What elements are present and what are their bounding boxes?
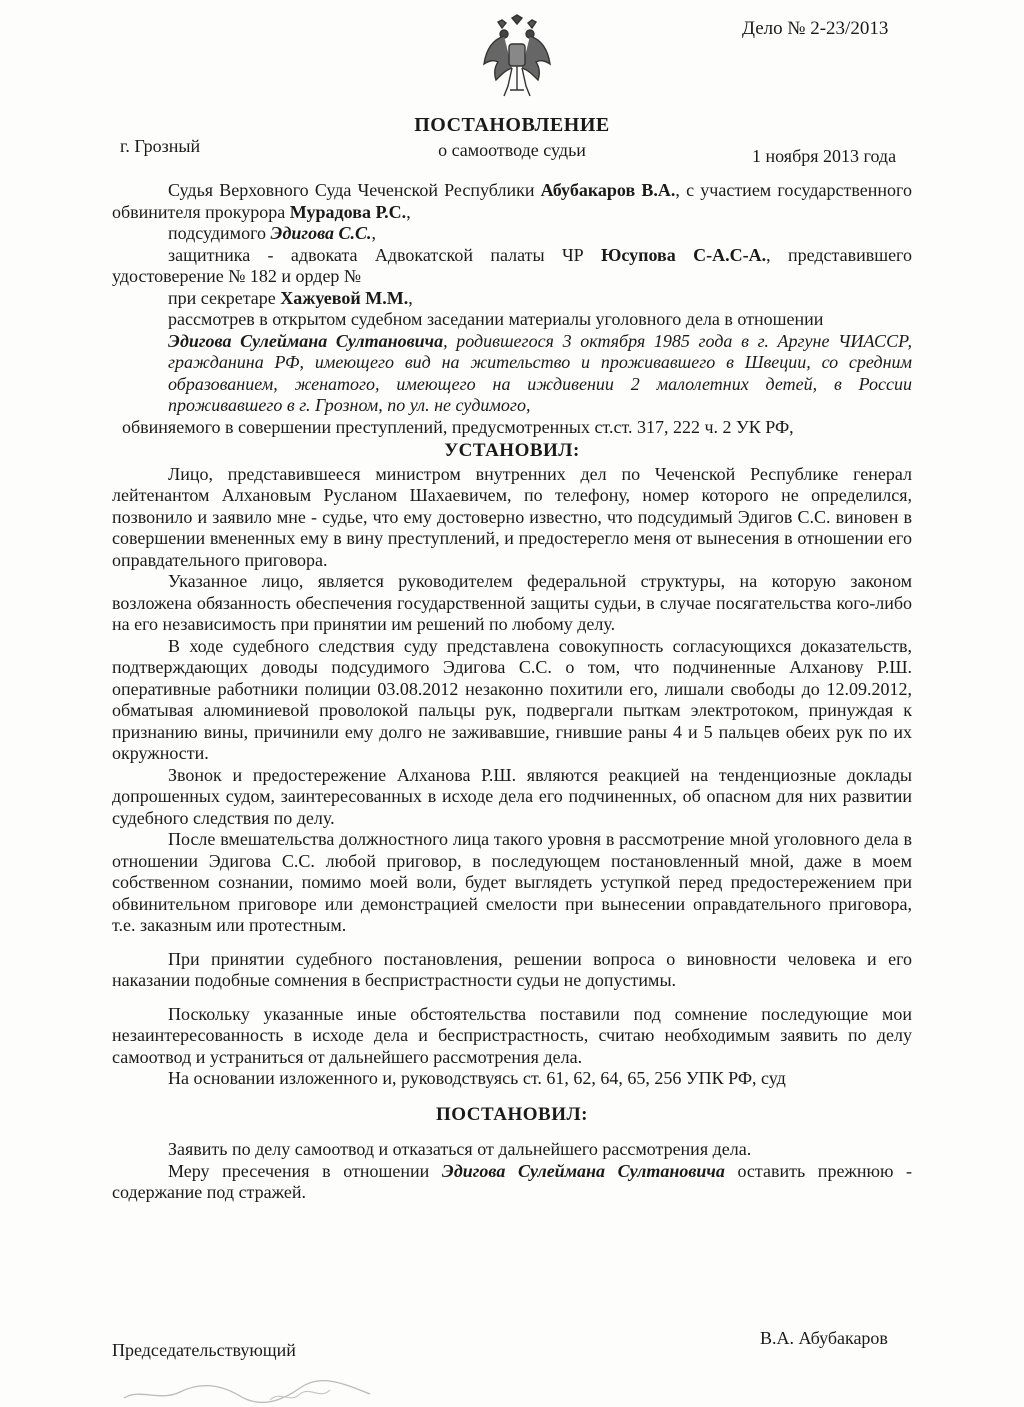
handwritten-mark-icon	[120, 1378, 380, 1406]
lawyer-name: Юсупова С-А.С-А.	[601, 244, 767, 265]
text: Судья Верховного Суда Чеченской Республики	[168, 180, 541, 200]
established-paragraph: Лицо, представившееся министром внутренних дел по Чеченской Республике генерал лейтенантом Алхановым Русланом Шахаевичем, по телефону, номер которого не определился, позвонило и заявило мне - судье, что ему достоверно известно, что подсудимый Эдигов С.С. виновен в совершении вмененных ему в вину преступлений, и предостерегло меня от вынесения в отношении его оправдательного приговора.	[112, 463, 912, 570]
text: ,	[371, 223, 377, 243]
charges-line: обвиняемого в совершении преступлений, предусмотренных ст.ст. 317, 222 ч. 2 УК РФ,	[122, 416, 794, 437]
text: , представившего удостоверение № 182 и ордер №	[112, 244, 912, 286]
text: оставить прежнюю - содержание под стражей.	[112, 1160, 912, 1202]
document-body	[112, 180, 912, 1204]
signer-name: В.А. Абубакаров	[760, 1328, 888, 1348]
city: г. Грозный	[120, 136, 201, 156]
text: , родившегося 3 октября 1985 года в г. Аргуне ЧИАССР, гражданина РФ, имеющего вид на жительство и проживавшего в Швеции, со средним образованием, женатого, имеющего на иждивении 2 малолетних детей, в России проживавшего в г. Грозном, по ул. не судимого,	[168, 330, 912, 415]
defendant-full-name: Эдигова Сулеймана Султановича	[441, 1160, 725, 1181]
established-paragraph: После вмешательства должностного лица такого уровня в рассмотрение мной уголовного дела в отношении Эдигова С.С. любой приговор, в последующем постановленный мной, даже в моем собственном сознании, помимо моей воли, будет выглядеть уступкой перед предостережением при обвинительном приговоре или демонстрацией смелости при вынесении оправдательного приговора, т.е. заказным или протестным.	[112, 829, 912, 935]
basis-paragraph: На основании изложенного и, руководствуясь ст. 61, 62, 64, 65, 256 УПК РФ, суд	[168, 1068, 786, 1088]
established-paragraph: При принятии судебного постановления, решении вопроса о виновности человека и его наказании подобные сомнения в беспристрастности судьи не допустимы.	[112, 948, 912, 990]
text: ,	[406, 201, 411, 222]
text: , с участием государственного обвинителя прокурора	[112, 180, 912, 222]
secretary-name: Хажуевой М.М.	[280, 287, 409, 308]
document-subtitle: о самоотводе судьи	[438, 140, 586, 160]
resolved-heading: ПОСТАНОВИЛ:	[436, 1103, 588, 1125]
intro-judge-paragraph	[112, 180, 912, 223]
intro-lawyer-paragraph	[112, 245, 912, 288]
text: при секретаре	[168, 287, 281, 308]
text: защитника - адвоката Адвокатской палаты ЧР	[168, 244, 602, 265]
established-paragraph: Звонок и предостережение Алханова Р.Ш. являются реакцией на тенденциозные доклады допрошенных судом, заинтересованных в исходе дела его подчиненных, об опасном для них развитии судебного следствия по делу.	[112, 764, 912, 828]
established-paragraph: В ходе судебного следствия суду представлена совокупность согласующихся доказательств, подтверждающих доводы подсудимого Эдигова С.С. о том, что подчиненные Алханову Р.Ш. оперативные работники полиции 03.08.2012 незаконно похитили его, лишали свободы до 12.09.2012, обматывая алюминиевой проволокой пальцы рук, подвергали пыткам электротоком, принуждая к признанию вины, причинили ему долго не заживавшие, гнившие раны 4 и 5 пальцев обеих рук по их окружности.	[112, 635, 912, 763]
judge-name: Абубакаров В.А.	[540, 180, 676, 200]
spacer	[112, 992, 912, 1004]
document-title: ПОСТАНОВЛЕНИЕ	[414, 114, 610, 136]
intro-secretary-line	[112, 288, 912, 310]
spacer	[112, 1127, 912, 1139]
defendant-name: Эдигова С.С.	[270, 223, 372, 243]
resolved-paragraph: Заявить по делу самоотвод и отказаться от дальнейшего рассмотрения дела.	[168, 1139, 752, 1159]
resolved-paragraph	[112, 1161, 912, 1204]
established-heading: УСТАНОВИЛ:	[444, 440, 580, 461]
intro-consideration-line: рассмотрев в открытом судебном заседании материалы уголовного дела в отношении	[168, 309, 824, 329]
document-date: 1 ноября 2013 года	[752, 146, 897, 166]
double-headed-eagle-emblem-icon	[482, 14, 552, 102]
spacer	[112, 937, 912, 949]
defendant-full-name: Эдигова Сулеймана Султановича	[168, 330, 444, 351]
text: подсудимого	[168, 223, 271, 243]
established-paragraph: Указанное лицо, является руководителем федеральной структуры, на которую законом возложена обязанность обеспечения государственной защиты судьи, в случае посягательства кого-либо на его независимость при принятии им решений по любому делу.	[112, 571, 912, 634]
defendant-details	[112, 331, 912, 417]
text: Меру пресечения в отношении	[168, 1160, 442, 1181]
spacer	[112, 1090, 912, 1102]
prosecutor-name: Мурадова Р.С.	[289, 201, 407, 222]
intro-defendant-line	[112, 223, 912, 245]
presiding-label: Председательствующий	[112, 1340, 296, 1360]
conclusion-paragraph: Поскольку указанные иные обстоятельства поставили под сомнение последующие мои незаинтересованность в исходе дела и беспристрастность, считаю необходимым заявить по делу самоотвод и устраниться от дальнейшего рассмотрения дела.	[112, 1003, 912, 1067]
text: ,	[408, 287, 413, 308]
case-number: Дело № 2-23/2013	[742, 18, 889, 39]
